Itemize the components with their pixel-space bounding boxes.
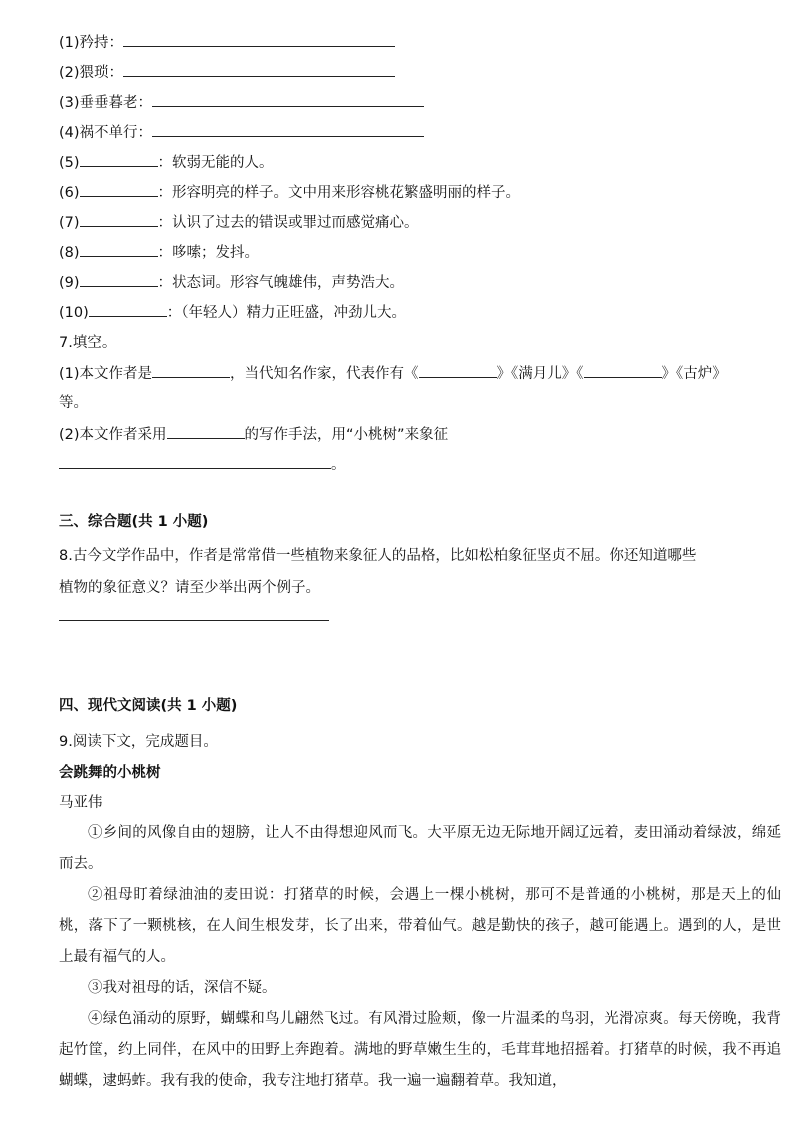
answer-blank[interactable] — [80, 182, 158, 197]
article-paragraph: ①乡间的风像自由的翅膀，让人不由得想迎风而飞。大平原无边无际地开阔辽远着，麦田涌动着绿波，绵延而去。 — [59, 825, 781, 872]
vocab-item-6 — [59, 182, 759, 203]
item-number: (9) — [59, 275, 80, 291]
item-number: (10) — [59, 305, 89, 321]
definition-text: ：认识了过去的错误或罪过而感觉痛心。 — [157, 215, 419, 231]
item-number: (5) — [59, 155, 80, 171]
article-body — [59, 818, 781, 1097]
item-number: (6) — [59, 185, 80, 201]
article-title: 会跳舞的小桃树 — [59, 765, 161, 781]
item-number: (7) — [59, 215, 80, 231]
prompt-text: (1)本文作者是 — [59, 366, 153, 382]
question-7-part-2 — [59, 424, 759, 445]
vocab-item-7 — [59, 212, 759, 233]
article-paragraph: ④绿色涌动的原野，蝴蝶和鸟儿翩然飞过。有风滑过脸颊，像一片温柔的鸟羽，光滑凉爽。每天傍晚，我背起竹筐，约上同伴，在风中的田野上奔跑着。满地的野草嫩生生的，毛茸茸地招摇着。打猪草的时候，我不再追蝴蝶，逮蚂蚱。我有我的使命，我专注地打猪草。我一遍一遍翻着草。我知道， — [59, 1011, 781, 1089]
article-author: 马亚伟 — [59, 795, 103, 811]
section-4-heading: 四、现代文阅读(共 1 小题) — [59, 698, 238, 714]
work-blank[interactable] — [584, 363, 662, 378]
article-paragraph: ③我对祖母的话，深信不疑。 — [88, 980, 277, 996]
vocab-item-4 — [59, 122, 759, 143]
question-8-line-2: 植物的象征意义？请至少举出两个例子。 — [59, 580, 320, 596]
prompt-text: 的写作手法，用“小桃树”来象征 — [244, 427, 449, 443]
vocab-label: (1)矜持： — [59, 35, 124, 51]
author-blank[interactable] — [152, 363, 230, 378]
section-3-heading: 三、综合题(共 1 小题) — [59, 514, 209, 530]
vocab-item-5 — [59, 152, 759, 173]
question-7-part-1 — [59, 363, 789, 384]
technique-blank[interactable] — [167, 424, 245, 439]
definition-text: ：形容明亮的样子。文中用来形容桃花繁盛明丽的样子。 — [157, 185, 521, 201]
answer-blank[interactable] — [80, 212, 158, 227]
vocab-item-3 — [59, 92, 759, 113]
question-8-line-1: 8.古今文学作品中，作者是常常借一些植物来象征人的品格，比如松柏象征坚贞不屈。你还知道哪些 — [59, 548, 697, 564]
question-7-part-1-cont: 等。 — [59, 395, 88, 411]
prompt-text: 》《满月儿》《 — [496, 366, 584, 382]
vocab-label: (4)祸不单行： — [59, 125, 153, 141]
question-7-title: 7.填空。 — [59, 335, 117, 351]
definition-text: ：哆嗦；发抖。 — [157, 245, 260, 261]
work-blank[interactable] — [419, 363, 497, 378]
definition-text: ：软弱无能的人。 — [157, 155, 274, 171]
vocab-item-10 — [59, 302, 759, 323]
question-7-part-2-answer — [59, 454, 759, 475]
vocab-item-9 — [59, 272, 759, 293]
prompt-text: (2)本文作者采用 — [59, 427, 167, 443]
vocab-item-1 — [59, 32, 759, 53]
article-paragraph: ②祖母盯着绿油油的麦田说：打猪草的时候，会遇上一棵小桃树，那可不是普通的小桃树，那是天上的仙桃，落下了一颗桃核，在人间生根发芽，长了出来，带着仙气。越是勤快的孩子，越可能遇上。遇到的人，是世上最有福气的人。 — [59, 887, 781, 965]
answer-blank[interactable] — [152, 122, 424, 137]
symbol-blank[interactable] — [59, 454, 331, 469]
question-8-answer — [59, 606, 759, 627]
vocab-label: (2)猥琐： — [59, 65, 124, 81]
prompt-text: 》《古炉》 — [661, 366, 727, 382]
answer-blank[interactable] — [89, 302, 167, 317]
answer-blank[interactable] — [123, 32, 395, 47]
answer-blank[interactable] — [59, 606, 329, 621]
answer-blank[interactable] — [152, 92, 424, 107]
prompt-text: 。 — [331, 457, 346, 473]
prompt-text: ，当代知名作家，代表作有《 — [230, 366, 419, 382]
definition-text: ：（年轻人）精力正旺盛，冲劲儿大。 — [166, 305, 407, 321]
answer-blank[interactable] — [123, 62, 395, 77]
answer-blank[interactable] — [80, 272, 158, 287]
vocab-item-8 — [59, 242, 759, 263]
vocab-label: (3)垂垂暮老： — [59, 95, 153, 111]
question-9: 9.阅读下文，完成题目。 — [59, 734, 218, 750]
answer-blank[interactable] — [80, 152, 158, 167]
definition-text: ：状态词。形容气魄雄伟，声势浩大。 — [157, 275, 405, 291]
answer-blank[interactable] — [80, 242, 158, 257]
vocab-item-2 — [59, 62, 759, 83]
item-number: (8) — [59, 245, 80, 261]
